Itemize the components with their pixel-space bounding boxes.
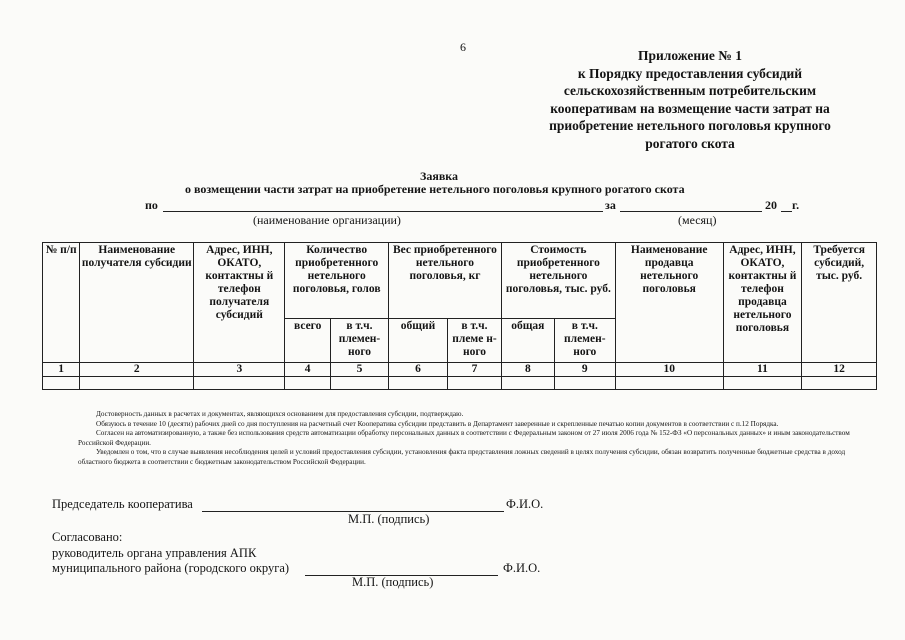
column-number: 7 [448, 363, 502, 377]
appendix-line: к Порядку предоставления субсидий [577, 65, 803, 81]
appendix-line: кооперативам на возмещение части затрат на [550, 100, 830, 116]
subheader-cost-total: общая [501, 319, 554, 363]
table-cell[interactable] [330, 377, 388, 390]
za-label: за [605, 198, 616, 212]
apk-label-line2: муниципального района (городского округа) [52, 561, 290, 575]
appendix-line: приобретение нетельного поголовья крупного [549, 118, 831, 133]
table-cell[interactable] [802, 377, 877, 390]
column-number: 6 [389, 363, 448, 377]
column-number: 9 [554, 363, 615, 377]
table-cell[interactable] [615, 377, 723, 390]
subheader-weight-total: общий [389, 319, 448, 363]
request-table [42, 242, 877, 390]
header-quantity: Количество приобретенного нетельного поголовья, голов [285, 243, 389, 319]
column-number: 2 [80, 363, 194, 377]
header-subsidy: Требуется субсидий, тыс. руб. [802, 243, 877, 363]
header-address: Адрес, ИНН, ОКАТО, контактны й телефон получателя субсидий [194, 243, 285, 363]
table-cell[interactable] [43, 377, 80, 390]
column-number: 10 [615, 363, 723, 377]
appendix-line: Приложение № 1 [638, 48, 742, 63]
column-number: 5 [330, 363, 388, 377]
column-number: 12 [802, 363, 877, 377]
request-subtitle: о возмещении части затрат на приобретение нетельного поголовья крупного рогатого скота [185, 182, 685, 196]
table-cell[interactable] [501, 377, 554, 390]
apk-stamp-caption: М.П. (подпись) [352, 575, 434, 589]
table-cell[interactable] [285, 377, 331, 390]
month-caption: (месяц) [678, 213, 717, 227]
apk-label-line1: руководитель органа управления АПК [52, 546, 257, 560]
page-number: 6 [460, 40, 466, 54]
appendix-heading [520, 47, 860, 152]
agreed-label: Согласовано: [52, 530, 123, 544]
table-cell[interactable] [80, 377, 194, 390]
subheader-weight-breed: в т.ч. племе н-ного [448, 319, 502, 363]
header-weight: Вес приобретенного нетельного поголовья, кг [389, 243, 502, 319]
header-recipient: Наименование получателя субсидии [80, 243, 194, 363]
header-num: № п/п [43, 243, 80, 363]
table-cell[interactable] [448, 377, 502, 390]
table-cell[interactable] [554, 377, 615, 390]
organization-field[interactable] [163, 211, 603, 212]
header-seller-address: Адрес, ИНН, ОКАТО, контактны й телефон продавца нетельного поголовья [723, 243, 802, 363]
subheader-qty-breed: в т.ч. племен-ного [330, 319, 388, 363]
note-paragraph: Согласен на автоматизированную, а также без использования средств автоматизации обработку персональных данных в соответствии с Федеральным законом от 27 июля 2006 года № 152-ФЗ «О персональных данных» и иным законодательством Российской Федерации. [78, 429, 850, 447]
subheader-qty-total: всего [285, 319, 331, 363]
note-paragraph: Обязуюсь в течение 10 (десяти) рабочих дней со дня поступления на расчетный счет Кооператива субсидии представить в Департамент заверенные и скрепленные печатью копии документов в соответствии с п.12 Порядка. [96, 419, 779, 428]
column-number: 4 [285, 363, 331, 377]
request-title: Заявка [420, 169, 459, 183]
chairman-label: Председатель кооператива [52, 497, 193, 511]
organization-caption: (наименование организации) [253, 213, 401, 227]
table-row [43, 377, 877, 390]
header-seller: Наименование продавца нетельного поголовья [615, 243, 723, 363]
year-field[interactable] [781, 211, 792, 212]
column-number: 3 [194, 363, 285, 377]
appendix-line: рогатого скота [645, 135, 735, 151]
year-suffix: г. [792, 198, 800, 212]
table-cell[interactable] [389, 377, 448, 390]
table-cell[interactable] [723, 377, 802, 390]
apk-fio-label: Ф.И.О. [503, 561, 541, 575]
po-label: по [145, 198, 158, 212]
year-prefix: 20 [765, 198, 777, 212]
subheader-cost-breed: в т.ч. племен-ного [554, 319, 615, 363]
table-cell[interactable] [194, 377, 285, 390]
column-number: 11 [723, 363, 802, 377]
request-period-line [145, 198, 805, 214]
appendix-line: сельскохозяйственным потребительским [563, 83, 817, 98]
month-field[interactable] [620, 211, 762, 212]
chairman-stamp-caption: М.П. (подпись) [348, 512, 430, 526]
note-paragraph: Уведомлен о том, что в случае выявления несоблюдения целей и условий предоставления субсидии, установления факта представления ложных сведений в целях получения субсидии, обязан возвратить полученные бюджетные средства в доход областного бюджета в соответствии с бюджетным законодательством Российской Федерации. [78, 448, 846, 466]
note-paragraph: Достоверность данных в расчетах и документах, являющихся основанием для предоставления субсидии, подтверждаю. [96, 410, 464, 418]
header-cost: Стоимость приобретенного нетельного поголовья, тыс. руб. [501, 243, 615, 319]
column-number: 1 [43, 363, 80, 377]
notes-block [78, 410, 878, 467]
chairman-fio-label: Ф.И.О. [506, 497, 544, 511]
column-number: 8 [501, 363, 554, 377]
